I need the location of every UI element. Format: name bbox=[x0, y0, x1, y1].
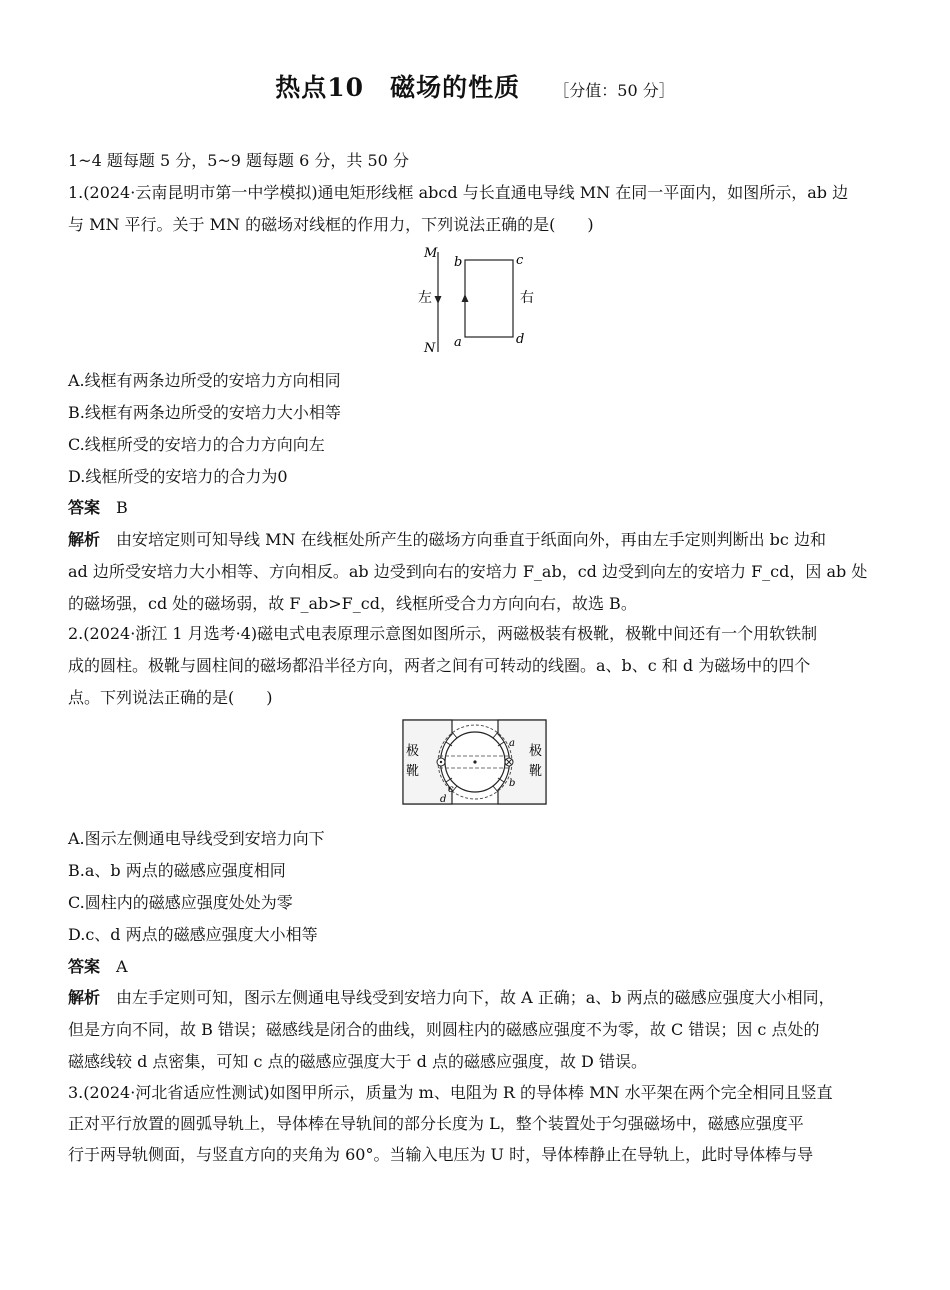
current-out-dot bbox=[440, 761, 442, 763]
answer-value: B bbox=[116, 498, 128, 517]
explain-text: 由安培定则可知导线 MN 在线框处所产生的磁场方向垂直于纸面向外，再由左手定则判断出 bc 边和 bbox=[116, 530, 826, 549]
q1-explain-line-3: 的磁场强，cd 处的磁场弱，故 F_ab>F_cd，线框所受合力方向向右，故选 B。 bbox=[68, 594, 637, 613]
q1-stem-line-2: 与 MN 平行。关于 MN 的磁场对线框的作用力，下列说法正确的是( ) bbox=[68, 215, 594, 234]
score-note: ［分值：50 分］ bbox=[553, 81, 675, 100]
explain-label: 解析 bbox=[68, 530, 101, 549]
label-c: c bbox=[448, 784, 454, 795]
q1-explain-line-1 bbox=[68, 530, 826, 550]
q2-stem-line-1: 2.(2024·浙江 1 月选考·4)磁电式电表原理示意图如图所示，两磁极装有极靴，极靴中间还有一个用软铁制 bbox=[68, 624, 818, 643]
right-pole-char-2: 靴 bbox=[529, 764, 543, 779]
q1-stem-line-1: 1.(2024·云南昆明市第一中学模拟)通电矩形线框 abcd 与长直通电导线 MN 在同一平面内，如图所示，ab 边 bbox=[68, 183, 849, 202]
label-n: N bbox=[424, 341, 436, 356]
q2-option-d: D.c、d 两点的磁感应强度大小相等 bbox=[68, 925, 318, 944]
label-b: b bbox=[454, 255, 463, 270]
q2-stem-line-2: 成的圆柱。极靴与圆柱间的磁场都沿半径方向，两者之间有可转动的线圈。a、b、c 和 d 为磁场中的四个 bbox=[68, 656, 811, 675]
q2-explain-line-1 bbox=[68, 988, 835, 1008]
q1-option-a: A.线框有两条边所受的安培力方向相同 bbox=[68, 371, 341, 390]
answer-value: A bbox=[116, 957, 128, 976]
label-c: c bbox=[516, 253, 524, 268]
q1-figure bbox=[410, 240, 545, 358]
q3-stem-line-1: 3.(2024·河北省适应性测试)如图甲所示，质量为 m、电阻为 R 的导体棒 MN 水平架在两个完全相同且竖直 bbox=[68, 1083, 833, 1102]
q1-answer bbox=[68, 498, 128, 518]
q2-explain-line-3: 磁感线较 d 点密集，可知 c 点的磁感应强度大于 d 点的磁感应强度，故 D 错误。 bbox=[68, 1052, 647, 1071]
answer-label: 答案 bbox=[68, 957, 101, 976]
q2-option-b: B.a、b 两点的磁感应强度相同 bbox=[68, 861, 286, 880]
label-d: d bbox=[440, 794, 447, 805]
q1-explain-line-2: ad 边所受安培力大小相等、方向相反。ab 边受到向右的安培力 F_ab，cd 边受到向左的安培力 F_cd，因 ab 处 bbox=[68, 562, 868, 581]
label-left: 左 bbox=[418, 290, 432, 306]
right-pole-char-1: 极 bbox=[529, 744, 543, 759]
label-a: a bbox=[454, 335, 462, 350]
q1-option-c: C.线框所受的安培力的合力方向向左 bbox=[68, 435, 325, 454]
explain-text: 由左手定则可知，图示左侧通电导线受到安培力向下，故 A 正确；a、b 两点的磁感应强度大小相同， bbox=[116, 988, 835, 1007]
q1-option-b: B.线框有两条边所受的安培力大小相等 bbox=[68, 403, 341, 422]
label-a: a bbox=[509, 738, 515, 749]
q2-answer bbox=[68, 957, 128, 977]
label-m: M bbox=[424, 246, 438, 261]
q2-option-c: C.圆柱内的磁感应强度处处为零 bbox=[68, 893, 293, 912]
answer-label: 答案 bbox=[68, 498, 101, 517]
loop-abcd bbox=[465, 260, 513, 337]
left-pole-char-2: 靴 bbox=[406, 764, 420, 779]
q2-option-a: A.图示左侧通电导线受到安培力向下 bbox=[68, 829, 325, 848]
label-d: d bbox=[516, 332, 525, 347]
q3-stem-line-3: 行于两导轨侧面，与竖直方向的夹角为 60°。当输入电压为 U 时，导体棒静止在导轨上，此时导体棒与导 bbox=[68, 1145, 814, 1164]
title-row bbox=[0, 68, 950, 104]
label-right: 右 bbox=[520, 290, 534, 306]
left-pole-char-1: 极 bbox=[406, 744, 420, 759]
q1-option-d: D.线框所受的安培力的合力为0 bbox=[68, 467, 288, 486]
current-arrow-icon bbox=[462, 294, 469, 302]
q3-stem-line-2: 正对平行放置的圆弧导轨上，导体棒在导轨间的部分长度为 L，整个装置处于匀强磁场中，磁感应强度平 bbox=[68, 1114, 804, 1133]
q2-stem-line-3: 点。下列说法正确的是( ) bbox=[68, 688, 273, 707]
q2-figure bbox=[402, 718, 548, 808]
explain-label: 解析 bbox=[68, 988, 101, 1007]
q2-explain-line-2: 但是方向不同，故 B 错误；磁感线是闭合的曲线，则圆柱内的磁感应强度不为零，故 C 错误；因 c 点处的 bbox=[68, 1020, 820, 1039]
page-title: 热点10 磁场的性质 bbox=[275, 73, 521, 102]
wire-arrow-icon bbox=[435, 296, 442, 304]
center-dot bbox=[473, 760, 476, 763]
label-b: b bbox=[509, 778, 516, 789]
intro-line: 1~4 题每题 5 分，5~9 题每题 6 分，共 50 分 bbox=[68, 151, 409, 170]
